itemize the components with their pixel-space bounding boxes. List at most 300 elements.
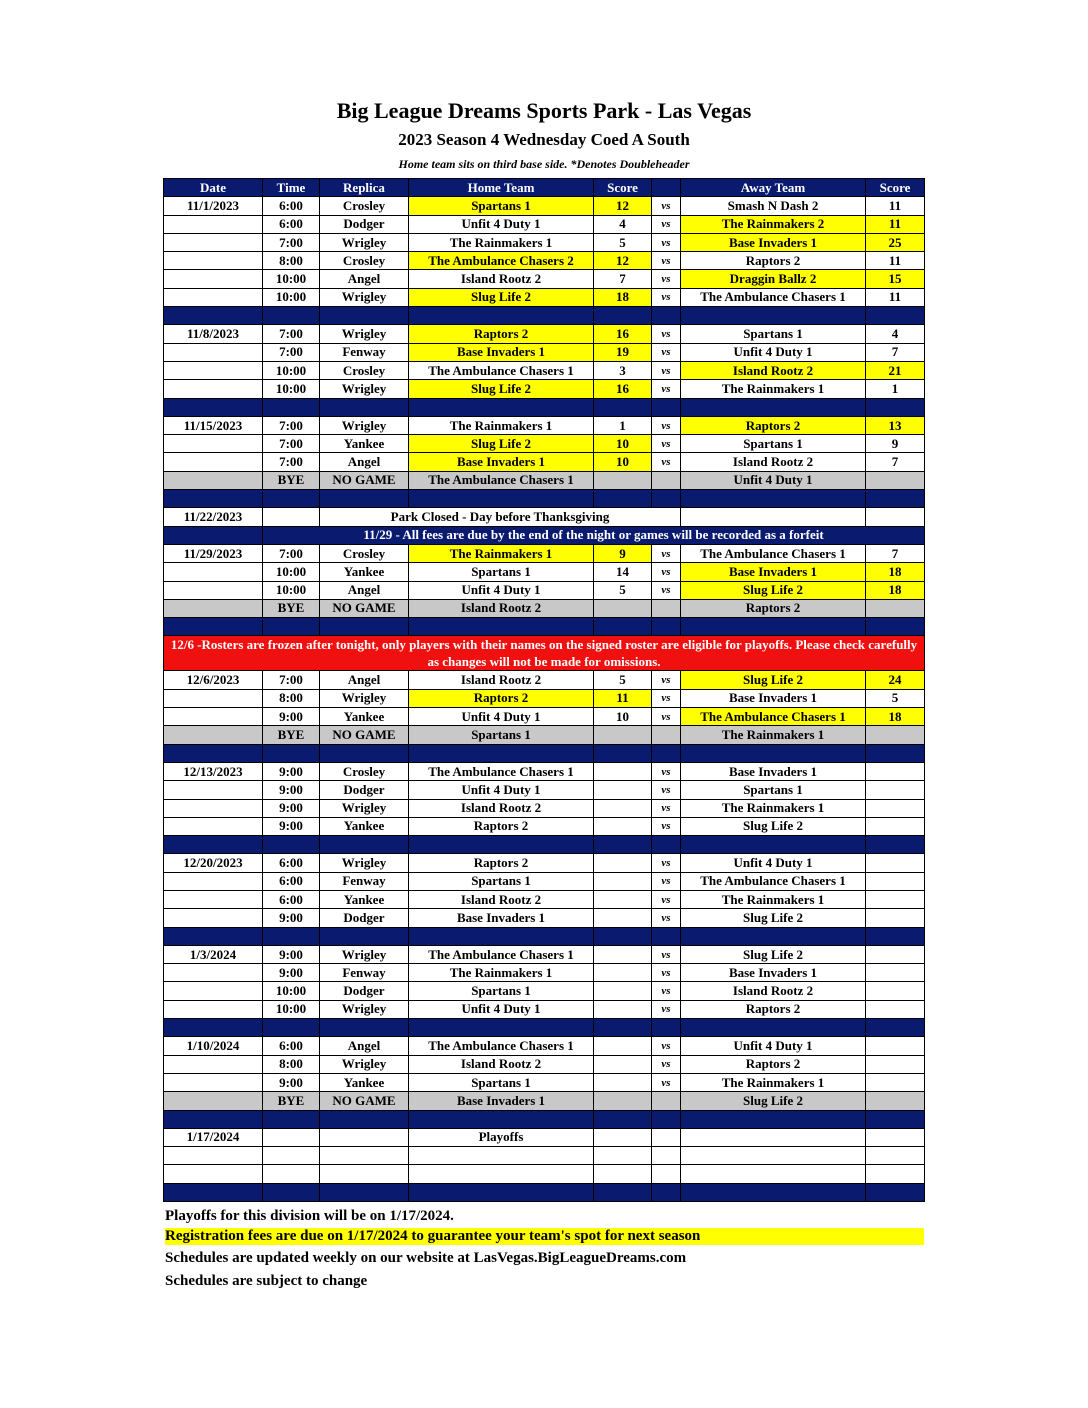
cell-home-team: Slug Life 2: [409, 435, 594, 453]
separator-cell: [681, 618, 866, 636]
cell-home-team: Spartans 1: [409, 726, 594, 744]
cell-replica: Yankee: [320, 890, 409, 908]
cell-home-team: Unfit 4 Duty 1: [409, 581, 594, 599]
cell-home-score: 10: [594, 708, 652, 726]
cell-vs: vs: [652, 361, 681, 379]
separator-cell: [866, 398, 925, 416]
cell-home-score: [594, 781, 652, 799]
cell-away-team: The Ambulance Chasers 1: [681, 872, 866, 890]
game-row: [164, 1055, 925, 1073]
cell-vs: vs: [652, 872, 681, 890]
cell-replica: Crosley: [320, 361, 409, 379]
cell-replica: Crosley: [320, 762, 409, 780]
separator-cell: [164, 836, 263, 854]
separator-cell: [652, 307, 681, 325]
cell-home-team: Slug Life 2: [409, 288, 594, 306]
cell-home-team: Unfit 4 Duty 1: [409, 215, 594, 233]
separator-cell: [681, 836, 866, 854]
cell-away-score: [866, 817, 925, 835]
cell-time: 9:00: [263, 1073, 320, 1091]
cell-replica: Angel: [320, 671, 409, 689]
cell-home-team: Unfit 4 Duty 1: [409, 781, 594, 799]
cell-date: [164, 233, 263, 251]
cell-home-team: The Rainmakers 1: [409, 416, 594, 434]
header-home-team: Home Team: [409, 179, 594, 197]
cell-date: [164, 982, 263, 1000]
game-row: [164, 215, 925, 233]
separator-cell: [866, 836, 925, 854]
cell-home-team: Spartans 1: [409, 197, 594, 215]
cell-time: BYE: [263, 726, 320, 744]
cell-away-score: [866, 781, 925, 799]
cell-home-team: Base Invaders 1: [409, 909, 594, 927]
separator-cell: [652, 1110, 681, 1128]
header-time: Time: [263, 179, 320, 197]
cell-away-team: Slug Life 2: [681, 909, 866, 927]
cell-vs: vs: [652, 708, 681, 726]
separator-cell: [320, 927, 409, 945]
cell-away-team: The Rainmakers 1: [681, 1073, 866, 1091]
cell-away-team: Raptors 2: [681, 252, 866, 270]
cell-home-team: Island Rootz 2: [409, 1055, 594, 1073]
cell-time: 9:00: [263, 799, 320, 817]
cell-away-score: [866, 964, 925, 982]
cell-time: 10:00: [263, 270, 320, 288]
cell-vs: vs: [652, 1055, 681, 1073]
cell-vs: vs: [652, 817, 681, 835]
cell-home-score: 12: [594, 252, 652, 270]
cell-date: [164, 270, 263, 288]
game-row: [164, 854, 925, 872]
cell-replica: Angel: [320, 270, 409, 288]
separator-cell: [866, 490, 925, 508]
separator-cell: [164, 307, 263, 325]
cell-time: 6:00: [263, 854, 320, 872]
cell-time: [263, 1128, 320, 1146]
cell-time: 10:00: [263, 380, 320, 398]
separator-cell: [409, 836, 594, 854]
separator-cell: [652, 1019, 681, 1037]
separator-cell: [866, 307, 925, 325]
cell-time: 10:00: [263, 581, 320, 599]
cell-home-team: Island Rootz 2: [409, 890, 594, 908]
cell-home-team: The Ambulance Chasers 1: [409, 361, 594, 379]
cell-home-score: [594, 909, 652, 927]
game-row: [164, 890, 925, 908]
cell-vs: vs: [652, 671, 681, 689]
game-row: [164, 762, 925, 780]
cell-away-team: Base Invaders 1: [681, 563, 866, 581]
cell-replica: Crosley: [320, 252, 409, 270]
cell-away-team: Base Invaders 1: [681, 762, 866, 780]
cell-replica: Crosley: [320, 197, 409, 215]
separator-cell: [594, 490, 652, 508]
cell-date: [164, 781, 263, 799]
cell-home-score: [594, 1147, 652, 1165]
cell-time: 10:00: [263, 288, 320, 306]
cell-replica: Yankee: [320, 435, 409, 453]
cell-date: 12/13/2023: [164, 762, 263, 780]
cell-date: 11/15/2023: [164, 416, 263, 434]
cell-vs: vs: [652, 197, 681, 215]
week-separator-row: [164, 836, 925, 854]
cell-away-score: [866, 1165, 925, 1183]
game-row: [164, 1037, 925, 1055]
separator-cell: [594, 307, 652, 325]
cell-away-team: Spartans 1: [681, 781, 866, 799]
week-separator-row: [164, 1110, 925, 1128]
park-closed-text: Park Closed - Day before Thanksgiving: [320, 508, 681, 526]
cell-replica: Fenway: [320, 872, 409, 890]
game-row: [164, 581, 925, 599]
cell-replica: Wrigley: [320, 689, 409, 707]
cell-time: 10:00: [263, 982, 320, 1000]
cell-vs: vs: [652, 233, 681, 251]
separator-cell: [594, 927, 652, 945]
separator-cell: [594, 398, 652, 416]
cell-replica: Yankee: [320, 708, 409, 726]
separator-cell: [681, 744, 866, 762]
cell-vs: vs: [652, 689, 681, 707]
separator-cell: [594, 744, 652, 762]
separator-cell: [320, 398, 409, 416]
game-row: [164, 325, 925, 343]
cell-away-team: Slug Life 2: [681, 581, 866, 599]
cell-replica: Fenway: [320, 964, 409, 982]
cell-replica: Wrigley: [320, 416, 409, 434]
separator-cell: [681, 1183, 866, 1201]
cell-home-score: 7: [594, 270, 652, 288]
separator-cell: [681, 398, 866, 416]
cell-away-team: Slug Life 2: [681, 945, 866, 963]
cell-home-score: 19: [594, 343, 652, 361]
cell-away-score: 11: [866, 215, 925, 233]
cell-away-score: [866, 1073, 925, 1091]
cell-home-score: [594, 817, 652, 835]
roster-alert-text: 12/6 -Rosters are frozen after tonight, only players with their names on the signed roster are eligible for playoffs. Please check carefully as changes will not be made for omissions.: [164, 636, 925, 671]
cell-away-team: Island Rootz 2: [681, 982, 866, 1000]
separator-cell: [263, 1183, 320, 1201]
week-separator-row: [164, 398, 925, 416]
game-row: [164, 964, 925, 982]
cell-date: [164, 581, 263, 599]
separator-cell: [681, 1110, 866, 1128]
week-separator-row: [164, 744, 925, 762]
separator-cell: [263, 618, 320, 636]
week-separator-row: [164, 490, 925, 508]
cell-home-score: 3: [594, 361, 652, 379]
game-row: [164, 671, 925, 689]
cell-away-score: [866, 982, 925, 1000]
cell-away-team: Draggin Ballz 2: [681, 270, 866, 288]
cell-away-team: The Rainmakers 1: [681, 799, 866, 817]
cell-home-team: Island Rootz 2: [409, 270, 594, 288]
cell-away-team: [681, 1147, 866, 1165]
empty-cell: [866, 508, 925, 526]
cell-date: [164, 453, 263, 471]
cell-time: BYE: [263, 1092, 320, 1110]
cell-away-team: Unfit 4 Duty 1: [681, 1037, 866, 1055]
game-row: [164, 563, 925, 581]
cell-away-score: [866, 471, 925, 489]
separator-cell: [320, 1183, 409, 1201]
cell-home-team: Raptors 2: [409, 817, 594, 835]
separator-cell: [594, 1183, 652, 1201]
cell-away-score: [866, 945, 925, 963]
game-row: [164, 361, 925, 379]
cell-replica: Angel: [320, 581, 409, 599]
separator-cell: [263, 307, 320, 325]
cell-home-team: Island Rootz 2: [409, 599, 594, 617]
cell-home-team: Spartans 1: [409, 982, 594, 1000]
cell-home-team: [409, 1165, 594, 1183]
cell-date: [164, 215, 263, 233]
cell-home-team: Slug Life 2: [409, 380, 594, 398]
cell-replica: Wrigley: [320, 945, 409, 963]
separator-cell: [263, 398, 320, 416]
header-away-team: Away Team: [681, 179, 866, 197]
cell-time: 10:00: [263, 563, 320, 581]
cell-away-score: [866, 599, 925, 617]
cell-vs: [652, 1165, 681, 1183]
separator-cell: [652, 744, 681, 762]
roster-alert-row: [164, 636, 925, 671]
separator-cell: [594, 836, 652, 854]
separator-cell: [320, 618, 409, 636]
game-row: [164, 909, 925, 927]
footer-website-note: Schedules are updated weekly on our website at LasVegas.BigLeagueDreams.com: [165, 1250, 687, 1266]
cell-date: [164, 909, 263, 927]
cell-vs: vs: [652, 964, 681, 982]
page-title: Big League Dreams Sports Park - Las Vegas: [336, 98, 752, 123]
separator-cell: [409, 618, 594, 636]
cell-away-score: 1: [866, 380, 925, 398]
cell-replica: Wrigley: [320, 1055, 409, 1073]
cell-time: 9:00: [263, 781, 320, 799]
cell-home-score: [594, 726, 652, 744]
cell-away-team: The Ambulance Chasers 1: [681, 708, 866, 726]
cell-home-team: Base Invaders 1: [409, 1092, 594, 1110]
cell-away-score: 5: [866, 689, 925, 707]
separator-cell: [409, 1183, 594, 1201]
cell-home-score: [594, 945, 652, 963]
cell-vs: vs: [652, 909, 681, 927]
separator-cell: [409, 307, 594, 325]
cell-replica: Angel: [320, 1037, 409, 1055]
separator-cell: [320, 1019, 409, 1037]
cell-time: 6:00: [263, 215, 320, 233]
cell-home-score: [594, 872, 652, 890]
cell-date: [164, 872, 263, 890]
separator-cell: [263, 490, 320, 508]
cell-time: 6:00: [263, 197, 320, 215]
cell-replica: Yankee: [320, 1073, 409, 1091]
cell-home-team: Raptors 2: [409, 325, 594, 343]
cell-replica: Wrigley: [320, 233, 409, 251]
cell-replica: NO GAME: [320, 599, 409, 617]
cell-replica: Wrigley: [320, 799, 409, 817]
cell-home-score: 10: [594, 453, 652, 471]
cell-away-score: 7: [866, 544, 925, 562]
cell-home-team: Spartans 1: [409, 872, 594, 890]
cell-home-score: [594, 799, 652, 817]
cell-away-team: Raptors 2: [681, 599, 866, 617]
fees-notice-row: [164, 526, 925, 544]
cell-away-score: [866, 1147, 925, 1165]
cell-home-score: 12: [594, 197, 652, 215]
cell-away-score: 18: [866, 563, 925, 581]
cell-home-score: 5: [594, 233, 652, 251]
cell-time: BYE: [263, 599, 320, 617]
bye-row: [164, 599, 925, 617]
cell-date: [164, 361, 263, 379]
cell-away-team: Slug Life 2: [681, 817, 866, 835]
cell-away-score: [866, 1092, 925, 1110]
cell-away-team: Unfit 4 Duty 1: [681, 854, 866, 872]
cell-away-score: 11: [866, 197, 925, 215]
cell-vs: [652, 726, 681, 744]
cell-vs: vs: [652, 1000, 681, 1018]
cell-away-team: [681, 1165, 866, 1183]
separator-cell: [866, 1110, 925, 1128]
footer-change-note: Schedules are subject to change: [165, 1273, 368, 1289]
schedule-table: [163, 178, 925, 1202]
cell-time: 8:00: [263, 689, 320, 707]
cell-date: [164, 599, 263, 617]
cell-away-score: [866, 1055, 925, 1073]
cell-replica: [320, 1128, 409, 1146]
cell-vs: vs: [652, 416, 681, 434]
separator-cell: [681, 307, 866, 325]
cell-vs: vs: [652, 252, 681, 270]
week-separator-row: [164, 618, 925, 636]
cell-home-team: The Rainmakers 1: [409, 964, 594, 982]
footer-playoffs-note: Playoffs for this division will be on 1/17/2024.: [165, 1208, 454, 1224]
empty-cell: [681, 508, 866, 526]
separator-cell: [164, 1110, 263, 1128]
cell-replica: Wrigley: [320, 854, 409, 872]
separator-cell: [320, 836, 409, 854]
cell-away-team: The Rainmakers 1: [681, 726, 866, 744]
page-subtitle: 2023 Season 4 Wednesday Coed A South: [398, 130, 690, 149]
cell-date: [164, 435, 263, 453]
cell-home-score: [594, 854, 652, 872]
cell-home-score: [594, 1037, 652, 1055]
cell-vs: [652, 1147, 681, 1165]
cell-home-score: 16: [594, 380, 652, 398]
cell-home-score: 9: [594, 544, 652, 562]
cell-replica: Angel: [320, 453, 409, 471]
cell-away-team: The Ambulance Chasers 1: [681, 288, 866, 306]
header-vs: [652, 179, 681, 197]
cell-vs: vs: [652, 563, 681, 581]
cell-home-score: 14: [594, 563, 652, 581]
separator-cell: [652, 490, 681, 508]
cell-replica: NO GAME: [320, 726, 409, 744]
bye-row: [164, 726, 925, 744]
cell-away-team: Spartans 1: [681, 435, 866, 453]
cell-away-team: The Ambulance Chasers 1: [681, 544, 866, 562]
cell-date: [164, 708, 263, 726]
cell-away-team: Unfit 4 Duty 1: [681, 471, 866, 489]
cell-away-team: The Rainmakers 1: [681, 380, 866, 398]
cell-home-team: The Ambulance Chasers 1: [409, 471, 594, 489]
week-separator-row: [164, 1019, 925, 1037]
cell-home-team: Raptors 2: [409, 854, 594, 872]
game-row: [164, 872, 925, 890]
game-row: [164, 781, 925, 799]
cell-home-score: [594, 1165, 652, 1183]
cell-replica: Fenway: [320, 343, 409, 361]
cell-vs: vs: [652, 945, 681, 963]
game-row: [164, 544, 925, 562]
game-row: [164, 233, 925, 251]
cell-away-team: Raptors 2: [681, 1000, 866, 1018]
game-row: [164, 435, 925, 453]
cell-time: 10:00: [263, 361, 320, 379]
cell-date: [164, 890, 263, 908]
cell-home-score: 4: [594, 215, 652, 233]
separator-cell: [681, 490, 866, 508]
cell-away-score: 13: [866, 416, 925, 434]
cell-away-score: [866, 726, 925, 744]
cell-home-team: Unfit 4 Duty 1: [409, 1000, 594, 1018]
cell-date: [164, 1055, 263, 1073]
cell-away-score: 18: [866, 708, 925, 726]
cell-home-score: [594, 1128, 652, 1146]
cell-home-score: 5: [594, 671, 652, 689]
game-row: [164, 453, 925, 471]
cell-home-score: 10: [594, 435, 652, 453]
cell-replica: Wrigley: [320, 380, 409, 398]
cell-time: 7:00: [263, 671, 320, 689]
cell-away-score: [866, 1000, 925, 1018]
cell-replica: Dodger: [320, 982, 409, 1000]
cell-home-score: [594, 1000, 652, 1018]
cell-away-score: [866, 890, 925, 908]
separator-cell: [164, 927, 263, 945]
separator-cell: [409, 927, 594, 945]
cell-away-team: [681, 1128, 866, 1146]
cell-away-team: Base Invaders 1: [681, 689, 866, 707]
cell-date: [164, 726, 263, 744]
cell-date: [164, 1165, 263, 1183]
cell-vs: vs: [652, 762, 681, 780]
game-row: [164, 708, 925, 726]
cell-replica: Crosley: [320, 544, 409, 562]
cell-time: 7:00: [263, 416, 320, 434]
cell-home-team: Island Rootz 2: [409, 799, 594, 817]
separator-cell: [164, 1183, 263, 1201]
cell-time: 6:00: [263, 890, 320, 908]
cell-replica: Wrigley: [320, 1000, 409, 1018]
separator-cell: [866, 1019, 925, 1037]
cell-away-score: [866, 909, 925, 927]
cell-home-score: 1: [594, 416, 652, 434]
cell-replica: [320, 1147, 409, 1165]
cell-date: [164, 380, 263, 398]
cell-away-score: 24: [866, 671, 925, 689]
cell-date: [164, 964, 263, 982]
cell-home-score: [594, 964, 652, 982]
cell-away-score: [866, 1037, 925, 1055]
separator-cell: [866, 744, 925, 762]
separator-cell: [164, 618, 263, 636]
cell-time: [263, 1165, 320, 1183]
header-replica: Replica: [320, 179, 409, 197]
cell-date: [164, 343, 263, 361]
cell-vs: vs: [652, 453, 681, 471]
